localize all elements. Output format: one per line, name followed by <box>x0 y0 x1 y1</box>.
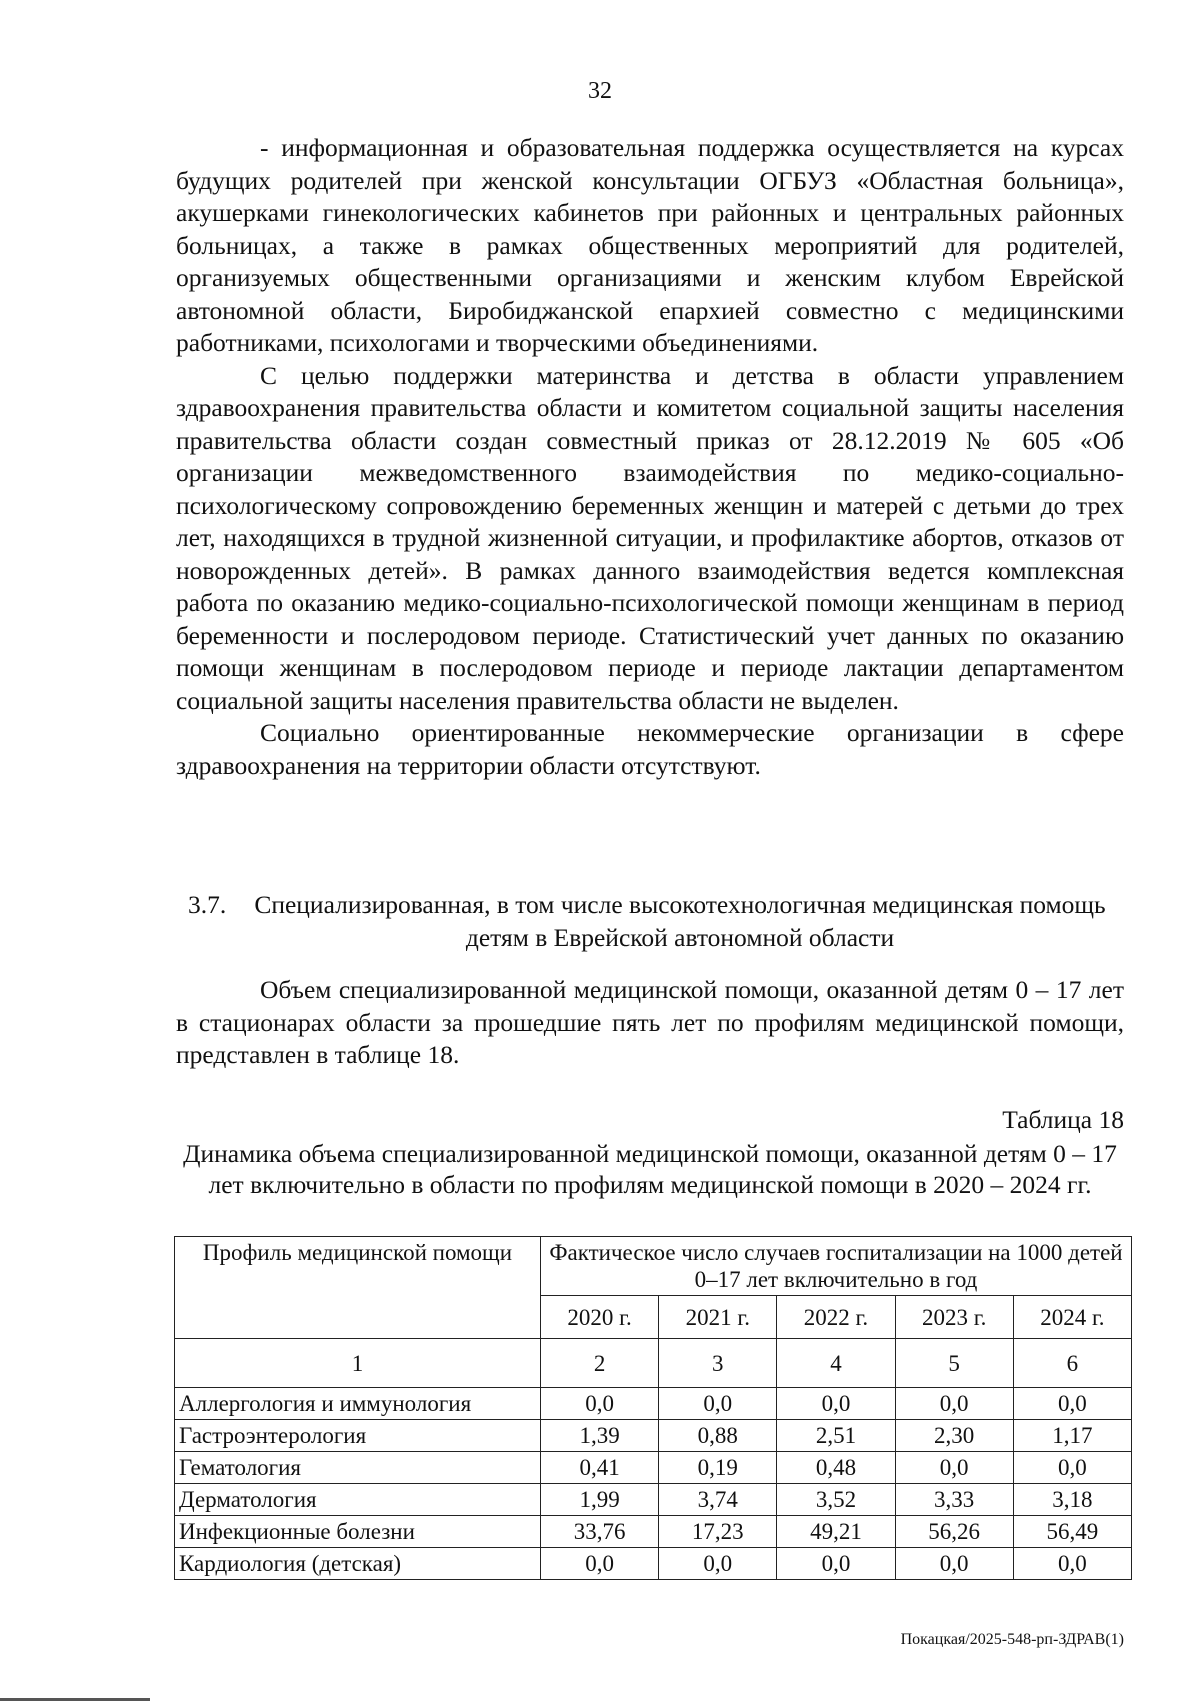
section-title: Специализированная, в том числе высокотехнологичная медицинская помощь детям в Еврейской автономной области <box>254 890 1106 952</box>
value-cell: 0,0 <box>895 1452 1013 1484</box>
value-cell: 3,74 <box>659 1484 777 1516</box>
section-number: 3.7. <box>188 890 227 919</box>
index-cell: 2 <box>541 1339 659 1388</box>
profile-cell: Гематология <box>175 1452 541 1484</box>
value-cell: 0,0 <box>541 1548 659 1580</box>
scan-edge-mark <box>0 1698 150 1701</box>
value-cell: 0,19 <box>659 1452 777 1484</box>
value-cell: 3,33 <box>895 1484 1013 1516</box>
table-row <box>175 1548 1132 1580</box>
paragraph-volume: Объем специализированной медицинской помощи, оказанной детям 0 – 17 лет в стационарах области за прошедшие пять лет по профилям медицинской помощи, представлен в таблице 18. <box>176 975 1124 1069</box>
index-cell: 5 <box>895 1339 1013 1388</box>
paragraph-order: С целью поддержки материнства и детства в области управлением здравоохранения правительства области и комитетом социальной защиты населения правительства области создан совместный приказ от 28.12.2019 № 605 «Об организации межведомственного взаимодействия по медико-социально-психологическому сопровождению беременных женщин и матерей с детьми до трех лет, находящихся в трудной жизненной ситуации, и профилактике абортов, отказов от новорожденных детей». В рамках данного взаимодействия ведется комплексная работа по оказанию медико-социально-психологической помощи женщинам в период беременности и послеродовом периоде. Статистический учет данных по оказанию помощи женщинам в послеродовом периоде и периоде лактации департаментом социальной защиты населения правительства области не выделен. <box>176 360 1124 715</box>
value-cell: 1,39 <box>541 1420 659 1452</box>
data-table <box>174 1236 1132 1580</box>
value-cell: 2,30 <box>895 1420 1013 1452</box>
footer-document-id: Покацкая/2025-548-рп-ЗДРАВ(1) <box>900 1631 1124 1648</box>
header-year: 2023 г. <box>895 1296 1013 1339</box>
value-cell: 1,17 <box>1013 1420 1131 1452</box>
table-row <box>175 1452 1132 1484</box>
table-caption: Динамика объема специализированной медицинской помощи, оказанной детям 0 – 17 лет включительно в области по профилям медицинской помощи в 2020 – 2024 гг. <box>183 1139 1117 1199</box>
header-year: 2022 г. <box>777 1296 895 1339</box>
value-cell: 0,0 <box>1013 1548 1131 1580</box>
value-cell: 17,23 <box>659 1516 777 1548</box>
table-label: Таблица 18 <box>1002 1105 1124 1134</box>
page-number: 32 <box>588 78 612 104</box>
value-cell: 1,99 <box>541 1484 659 1516</box>
value-cell: 3,18 <box>1013 1484 1131 1516</box>
table-body <box>175 1388 1132 1580</box>
index-cell: 3 <box>659 1339 777 1388</box>
value-cell: 0,0 <box>1013 1452 1131 1484</box>
table-row <box>175 1484 1132 1516</box>
value-cell: 0,0 <box>659 1548 777 1580</box>
profile-cell: Дерматология <box>175 1484 541 1516</box>
header-year: 2021 г. <box>659 1296 777 1339</box>
value-cell: 0,48 <box>777 1452 895 1484</box>
header-group: Фактическое число случаев госпитализации на 1000 детей 0–17 лет включительно в год <box>541 1237 1132 1296</box>
value-cell: 2,51 <box>777 1420 895 1452</box>
table-row <box>175 1516 1132 1548</box>
table-header-row <box>175 1237 1132 1296</box>
value-cell: 0,41 <box>541 1452 659 1484</box>
index-cell: 6 <box>1013 1339 1131 1388</box>
profile-cell: Гастроэнтерология <box>175 1420 541 1452</box>
header-profile: Профиль медицинской помощи <box>175 1237 541 1339</box>
value-cell: 0,0 <box>541 1388 659 1420</box>
paragraph-info-support: - информационная и образовательная поддержка осуществляется на курсах будущих родителей при женской консультации ОГБУЗ «Областная больница», акушерками гинекологических кабинетов при районных и центральных районных больницах, а также в рамках общественных мероприятий для родителей, организуемых общественными организациями и женским клубом Еврейской автономной области, Биробиджанской епархией совместно с медицинскими работниками, психологами и творческими объединениями. <box>176 133 1124 357</box>
profile-cell: Аллергология и иммунология <box>175 1388 541 1420</box>
value-cell: 56,49 <box>1013 1516 1131 1548</box>
value-cell: 0,0 <box>659 1388 777 1420</box>
value-cell: 33,76 <box>541 1516 659 1548</box>
paragraph-nko: Социально ориентированные некоммерческие организации в сфере здравоохранения на территории области отсутствуют. <box>176 718 1124 780</box>
value-cell: 0,0 <box>895 1388 1013 1420</box>
profile-cell: Кардиология (детская) <box>175 1548 541 1580</box>
value-cell: 3,52 <box>777 1484 895 1516</box>
value-cell: 0,0 <box>1013 1388 1131 1420</box>
table-row <box>175 1420 1132 1452</box>
value-cell: 0,0 <box>777 1548 895 1580</box>
index-cell: 4 <box>777 1339 895 1388</box>
value-cell: 56,26 <box>895 1516 1013 1548</box>
header-year: 2024 г. <box>1013 1296 1131 1339</box>
value-cell: 0,0 <box>895 1548 1013 1580</box>
body-text-1 <box>176 132 1124 782</box>
table-index-row <box>175 1339 1132 1388</box>
table-row <box>175 1388 1132 1420</box>
value-cell: 0,88 <box>659 1420 777 1452</box>
index-cell: 1 <box>175 1339 541 1388</box>
body-text-2 <box>176 974 1124 1072</box>
value-cell: 0,0 <box>777 1388 895 1420</box>
section-heading <box>176 888 1124 954</box>
value-cell: 49,21 <box>777 1516 895 1548</box>
header-year: 2020 г. <box>541 1296 659 1339</box>
profile-cell: Инфекционные болезни <box>175 1516 541 1548</box>
